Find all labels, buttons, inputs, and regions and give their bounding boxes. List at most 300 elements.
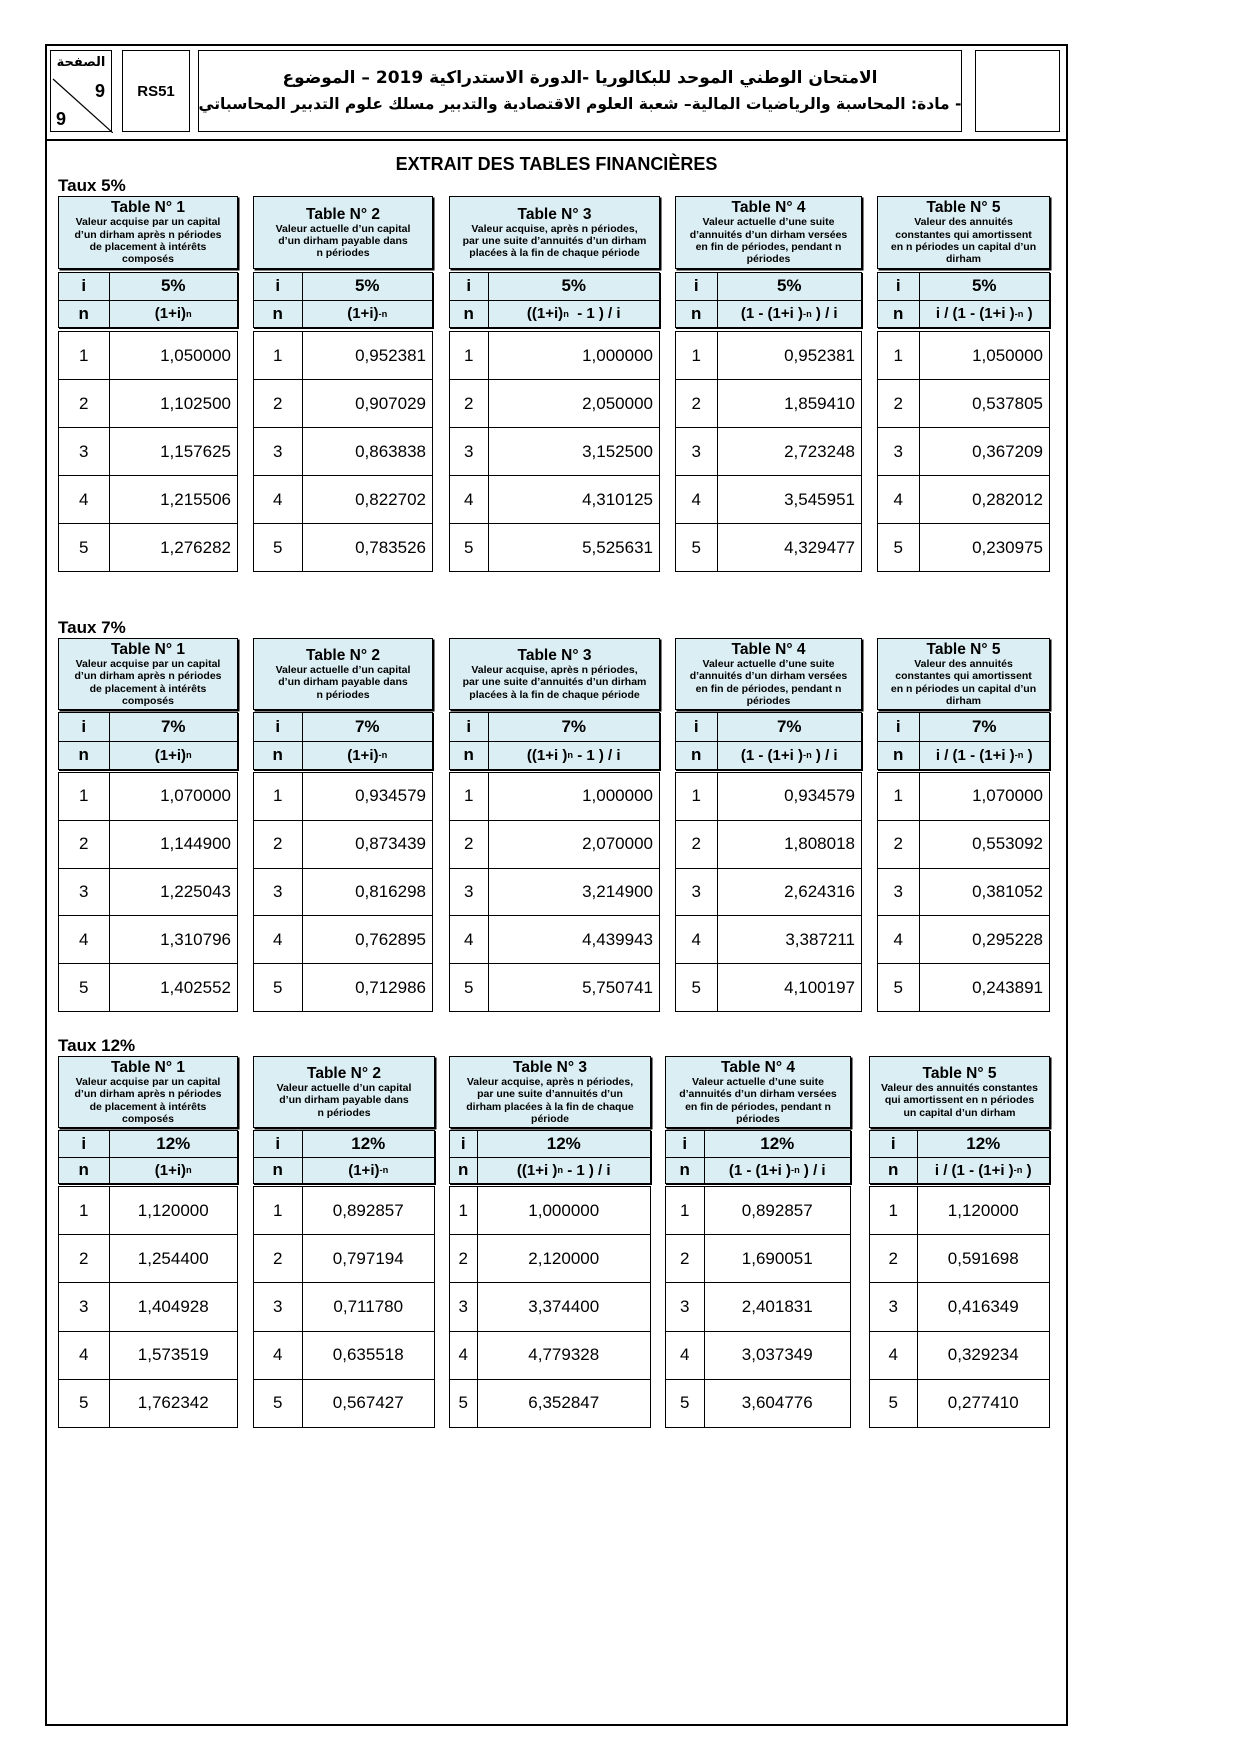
table-description-line: par une suite d’annuités d’un bbox=[477, 1088, 623, 1101]
value-cell: 3,037349 bbox=[741, 1345, 813, 1365]
data-row bbox=[254, 524, 432, 571]
n-label: n bbox=[676, 301, 718, 328]
table-description-line: d’annuités d’un dirham versées bbox=[679, 1088, 837, 1101]
data-row bbox=[878, 869, 1049, 917]
table-description-line: dirham bbox=[945, 694, 981, 707]
rate-value: 5% bbox=[561, 276, 587, 296]
formula-tail: ) / i bbox=[799, 1161, 826, 1179]
value-cell: 1,144900 bbox=[160, 834, 231, 854]
table-description-line: d’annuités d’un dirham versées bbox=[689, 228, 848, 241]
table-description-line: Valeur actuelle d’un capital bbox=[275, 222, 411, 235]
table-header bbox=[58, 196, 238, 269]
period-cell: 4 bbox=[59, 476, 110, 523]
period-cell: 5 bbox=[59, 964, 110, 1011]
data-row bbox=[666, 1332, 850, 1380]
formula-base: (1+i) bbox=[154, 746, 187, 764]
table-description-line: Valeur acquise, après n périodes, bbox=[471, 222, 638, 235]
rate-row bbox=[254, 713, 432, 742]
taux-label: Taux 7% bbox=[58, 618, 126, 637]
data-row bbox=[870, 1380, 1049, 1427]
formula-row bbox=[450, 742, 659, 770]
value-cell: 1,404928 bbox=[137, 1297, 209, 1316]
data-row bbox=[59, 916, 237, 964]
table-description-line: Valeur actuelle d’une suite bbox=[692, 1075, 824, 1088]
data-row bbox=[676, 821, 861, 869]
table-description-line: périodes bbox=[746, 694, 791, 707]
data-row bbox=[59, 524, 237, 571]
period-cell: 4 bbox=[450, 1332, 478, 1379]
formula-row bbox=[676, 301, 861, 328]
page-number-box bbox=[50, 50, 112, 132]
data-row bbox=[59, 821, 237, 869]
table-description-line: d’un dirham après n périodes bbox=[74, 1088, 222, 1101]
table-body bbox=[675, 772, 862, 1012]
period-cell: 4 bbox=[254, 476, 303, 523]
value-cell: 0,863838 bbox=[355, 441, 426, 461]
n-label: n bbox=[254, 1158, 303, 1184]
value-cell: 0,567427 bbox=[332, 1393, 404, 1413]
table-title: Table N° 1 bbox=[111, 640, 185, 658]
n-label: n bbox=[450, 301, 489, 328]
table-description-line: constantes qui amortissent bbox=[895, 228, 1032, 241]
table-title: Table N° 1 bbox=[111, 1058, 185, 1076]
data-row bbox=[676, 869, 861, 917]
table-header bbox=[253, 638, 433, 710]
data-row bbox=[59, 773, 237, 821]
table-body bbox=[58, 331, 238, 572]
data-row bbox=[450, 1187, 650, 1235]
rate-value: 7% bbox=[561, 716, 587, 736]
table-header bbox=[58, 638, 238, 710]
table-header bbox=[869, 1056, 1050, 1128]
period-cell: 1 bbox=[450, 773, 489, 820]
formula-base: (1+i) bbox=[347, 746, 379, 764]
rate-formula-header bbox=[449, 712, 660, 770]
data-row bbox=[878, 380, 1049, 428]
rate-row bbox=[666, 1131, 850, 1158]
rate-formula-header bbox=[58, 1130, 238, 1184]
period-cell: 3 bbox=[450, 1283, 478, 1330]
data-row bbox=[254, 821, 432, 869]
formula: ((1+i ) n - 1 ) / i bbox=[526, 746, 621, 764]
formula-base: (1 - (1+i ) bbox=[740, 746, 803, 764]
value-cell: 1,102500 bbox=[160, 393, 231, 413]
data-row bbox=[254, 1380, 434, 1427]
formula-row bbox=[254, 1158, 434, 1184]
i-label: i bbox=[450, 713, 489, 741]
period-cell: 5 bbox=[676, 524, 718, 571]
rate-value: 7% bbox=[354, 716, 380, 736]
period-cell: 4 bbox=[450, 476, 489, 523]
rate-row bbox=[676, 273, 861, 301]
i-label: i bbox=[59, 273, 110, 300]
table-description-line: d’un dirham payable dans bbox=[278, 234, 408, 247]
table-header bbox=[449, 638, 660, 710]
data-row bbox=[450, 476, 659, 524]
value-cell: 2,401831 bbox=[741, 1297, 813, 1316]
table-body bbox=[665, 1186, 851, 1428]
table-description-line: en fin de périodes, pendant n bbox=[695, 682, 842, 695]
period-cell: 4 bbox=[59, 916, 110, 963]
period-cell: 3 bbox=[878, 869, 920, 916]
formula: (1+i) -n bbox=[348, 1161, 389, 1179]
i-label: i bbox=[254, 1131, 303, 1157]
table-description-line: Valeur acquise par un capital bbox=[75, 1075, 221, 1088]
formula-tail: ) bbox=[1023, 305, 1033, 323]
table-header bbox=[675, 638, 862, 710]
value-cell: 1,215506 bbox=[160, 489, 231, 509]
formula-base: (1+i) bbox=[154, 305, 187, 323]
value-cell: 0,892857 bbox=[741, 1200, 813, 1220]
data-row bbox=[254, 332, 432, 380]
value-cell: 0,816298 bbox=[355, 881, 426, 901]
table-description-line: n périodes bbox=[317, 1106, 371, 1119]
value-cell: 3,374400 bbox=[528, 1297, 600, 1316]
table-header bbox=[253, 196, 433, 269]
period-cell: 1 bbox=[676, 332, 718, 379]
data-row bbox=[59, 964, 237, 1011]
rate-row bbox=[870, 1131, 1049, 1158]
data-row bbox=[878, 476, 1049, 524]
period-cell: 1 bbox=[59, 332, 110, 379]
value-cell: 1,310796 bbox=[160, 929, 231, 949]
table-body bbox=[869, 1186, 1050, 1428]
period-cell: 4 bbox=[450, 916, 489, 963]
n-label: n bbox=[254, 742, 303, 770]
table-title: Table N° 5 bbox=[926, 199, 1001, 217]
n-label: n bbox=[870, 1158, 918, 1184]
value-cell: 1,762342 bbox=[137, 1393, 209, 1413]
period-cell: 3 bbox=[59, 1283, 110, 1330]
data-row bbox=[676, 332, 861, 380]
period-cell: 1 bbox=[254, 773, 303, 820]
formula-base: ((1+i ) bbox=[516, 1161, 558, 1179]
formula-row bbox=[676, 742, 861, 770]
data-row bbox=[666, 1380, 850, 1427]
data-row bbox=[59, 428, 237, 476]
formula-tail: - 1 ) / i bbox=[563, 1161, 611, 1179]
value-cell: 2,050000 bbox=[582, 393, 653, 413]
table-description-line: Valeur actuelle d’une suite bbox=[702, 216, 835, 229]
table-description-line: placées à la fin de chaque période bbox=[469, 247, 640, 260]
table-description-line: Valeur actuelle d’une suite bbox=[702, 657, 835, 670]
data-row bbox=[254, 869, 432, 917]
formula-row bbox=[450, 1158, 650, 1184]
table-description-line: constantes qui amortissent bbox=[895, 670, 1032, 683]
value-cell: 0,329234 bbox=[947, 1345, 1019, 1365]
period-cell: 3 bbox=[59, 428, 110, 475]
formula-row bbox=[870, 1158, 1049, 1184]
formula-row bbox=[59, 1158, 237, 1184]
formula-base: i / (1 - (1+i ) bbox=[935, 746, 1015, 764]
period-cell: 4 bbox=[878, 476, 920, 523]
table-title: Table N° 3 bbox=[517, 205, 592, 223]
i-label: i bbox=[878, 273, 920, 300]
formula: i / (1 - (1+i ) -n ) bbox=[935, 746, 1033, 764]
table-header bbox=[449, 196, 660, 269]
data-row bbox=[676, 380, 861, 428]
period-cell: 3 bbox=[450, 428, 489, 475]
i-label: i bbox=[676, 273, 718, 300]
table-description-line: d’un dirham après n périodes bbox=[74, 228, 222, 241]
data-row bbox=[450, 380, 659, 428]
formula: (1 - (1+i ) -n ) / i bbox=[728, 1161, 826, 1179]
value-cell: 0,243891 bbox=[972, 977, 1043, 997]
period-cell: 3 bbox=[676, 869, 718, 916]
value-cell: 5,525631 bbox=[582, 537, 653, 557]
data-row bbox=[59, 869, 237, 917]
period-cell: 2 bbox=[878, 821, 920, 868]
table-body bbox=[877, 772, 1050, 1012]
data-row bbox=[878, 428, 1049, 476]
table-body bbox=[253, 772, 433, 1012]
table-header bbox=[665, 1056, 851, 1128]
value-cell: 0,381052 bbox=[972, 881, 1043, 901]
value-cell: 1,225043 bbox=[160, 881, 231, 901]
value-cell: 0,277410 bbox=[947, 1393, 1019, 1413]
data-row bbox=[450, 869, 659, 917]
data-row bbox=[676, 916, 861, 964]
table-title: Table N° 3 bbox=[517, 647, 592, 665]
formula-base: (1+i) bbox=[154, 1161, 187, 1179]
period-cell: 2 bbox=[254, 380, 303, 427]
data-row bbox=[676, 428, 861, 476]
i-label: i bbox=[666, 1131, 705, 1157]
data-row bbox=[878, 524, 1049, 571]
data-row bbox=[59, 476, 237, 524]
period-cell: 5 bbox=[450, 524, 489, 571]
table-description-line: d’un dirham payable dans bbox=[278, 676, 408, 689]
exam-title-line1: الامتحان الوطني الموحد للبكالوريا -الدورة الاستدراكية 2019 – الموضوع bbox=[282, 68, 878, 88]
rate-row bbox=[254, 1131, 434, 1158]
value-cell: 3,152500 bbox=[582, 441, 653, 461]
value-cell: 3,214900 bbox=[582, 881, 653, 901]
formula: ((1+i ) n - 1 ) / i bbox=[516, 1161, 611, 1179]
value-cell: 1,402552 bbox=[160, 977, 231, 997]
value-cell: 3,387211 bbox=[785, 929, 855, 949]
period-cell: 5 bbox=[676, 964, 718, 1011]
period-cell: 5 bbox=[254, 1380, 303, 1427]
rate-row bbox=[450, 1131, 650, 1158]
table-description-line: périodes bbox=[746, 253, 791, 266]
table-description-line: de placement à intérêts bbox=[89, 1100, 207, 1113]
formula-base: ((1+i ) bbox=[526, 746, 568, 764]
formula-row bbox=[666, 1158, 850, 1184]
header-divider bbox=[45, 139, 1068, 141]
period-cell: 3 bbox=[450, 869, 489, 916]
page-label: الصفحة bbox=[56, 55, 106, 70]
value-cell: 0,873439 bbox=[355, 834, 426, 854]
data-row bbox=[666, 1235, 850, 1283]
data-row bbox=[254, 916, 432, 964]
data-row bbox=[878, 964, 1049, 1011]
period-cell: 5 bbox=[59, 1380, 110, 1427]
table-description-line: en fin de périodes, pendant n bbox=[695, 241, 842, 253]
period-cell: 5 bbox=[254, 964, 303, 1011]
value-cell: 3,545951 bbox=[784, 489, 855, 509]
data-row bbox=[59, 1235, 237, 1283]
period-cell: 1 bbox=[59, 773, 110, 820]
data-row bbox=[676, 476, 861, 524]
data-row bbox=[254, 476, 432, 524]
period-cell: 2 bbox=[676, 380, 718, 427]
value-cell: 0,537805 bbox=[972, 393, 1043, 413]
table-title: Table N° 3 bbox=[513, 1058, 587, 1076]
value-cell: 1,120000 bbox=[137, 1200, 209, 1220]
rate-row bbox=[59, 713, 237, 742]
rate-formula-header bbox=[877, 272, 1050, 328]
table-description-line: un capital d’un dirham bbox=[903, 1106, 1016, 1119]
page-total: 9 bbox=[56, 109, 67, 129]
table-title: Table N° 5 bbox=[922, 1065, 997, 1083]
rate-row bbox=[878, 713, 1049, 742]
value-cell: 1,000000 bbox=[582, 786, 653, 806]
formula: (1+i) n bbox=[154, 746, 192, 764]
rate-row bbox=[676, 713, 861, 742]
formula-base: i / (1 - (1+i ) bbox=[934, 1161, 1014, 1179]
table-description-line: d’annuités d’un dirham versées bbox=[689, 670, 848, 683]
formula-tail: ) bbox=[1023, 746, 1033, 764]
data-row bbox=[254, 428, 432, 476]
rate-value: 5% bbox=[354, 276, 380, 296]
exam-title-line2: - مادة: المحاسبة والرياضيات المالية– شعبة العلوم الاقتصادية والتدبير مسلك علوم التدبير المحاسباتي bbox=[198, 95, 962, 113]
table-body bbox=[675, 331, 862, 572]
subject-code-box bbox=[122, 50, 190, 132]
period-cell: 5 bbox=[666, 1380, 705, 1427]
i-label: i bbox=[450, 273, 489, 300]
period-cell: 2 bbox=[59, 1235, 110, 1282]
period-cell: 1 bbox=[870, 1187, 918, 1234]
data-row bbox=[450, 916, 659, 964]
data-row bbox=[450, 428, 659, 476]
table-description-line: n périodes bbox=[316, 247, 370, 260]
value-cell: 5,750741 bbox=[582, 977, 653, 997]
period-cell: 1 bbox=[254, 1187, 303, 1234]
value-cell: 2,723248 bbox=[784, 441, 855, 461]
value-cell: 2,120000 bbox=[528, 1248, 600, 1268]
period-cell: 1 bbox=[878, 332, 920, 379]
value-cell: 1,276282 bbox=[160, 537, 231, 557]
i-label: i bbox=[870, 1131, 918, 1157]
rate-formula-header bbox=[253, 1130, 435, 1184]
formula: (1+i) n bbox=[154, 305, 192, 323]
n-label: n bbox=[666, 1158, 705, 1184]
data-row bbox=[450, 1283, 650, 1331]
period-cell: 1 bbox=[450, 332, 489, 379]
data-row bbox=[59, 1283, 237, 1331]
formula-row bbox=[450, 301, 659, 328]
i-label: i bbox=[676, 713, 718, 741]
n-label: n bbox=[254, 301, 303, 328]
i-label: i bbox=[450, 1131, 478, 1157]
rate-formula-header bbox=[675, 712, 862, 770]
table-description-line: périodes bbox=[736, 1112, 780, 1125]
period-cell: 4 bbox=[666, 1332, 705, 1379]
formula-base: (1 - (1+i ) bbox=[740, 305, 803, 323]
formula: i / (1 - (1+i ) -n ) bbox=[935, 305, 1033, 323]
value-cell: 4,329477 bbox=[784, 537, 855, 557]
period-cell: 2 bbox=[254, 821, 303, 868]
period-cell: 5 bbox=[870, 1380, 918, 1427]
data-row bbox=[59, 380, 237, 428]
value-cell: 1,859410 bbox=[784, 393, 855, 413]
period-cell: 3 bbox=[878, 428, 920, 475]
period-cell: 3 bbox=[676, 428, 718, 475]
period-cell: 5 bbox=[878, 524, 920, 571]
rate-formula-header bbox=[449, 272, 660, 328]
i-label: i bbox=[878, 713, 920, 741]
data-row bbox=[878, 916, 1049, 964]
table-title: Table N° 4 bbox=[721, 1058, 795, 1076]
period-cell: 3 bbox=[254, 428, 303, 475]
period-cell: 4 bbox=[878, 916, 920, 963]
period-cell: 1 bbox=[254, 332, 303, 379]
period-cell: 5 bbox=[254, 524, 303, 571]
value-cell: 1,050000 bbox=[972, 345, 1043, 365]
period-cell: 5 bbox=[59, 524, 110, 571]
data-row bbox=[450, 1235, 650, 1283]
period-cell: 1 bbox=[676, 773, 718, 820]
n-label: n bbox=[59, 301, 110, 328]
value-cell: 0,952381 bbox=[784, 345, 855, 365]
data-row bbox=[450, 332, 659, 380]
table-body bbox=[449, 1186, 651, 1428]
rate-row bbox=[450, 713, 659, 742]
data-row bbox=[59, 1380, 237, 1427]
rate-formula-header bbox=[449, 1130, 651, 1184]
rate-value: 12% bbox=[351, 1133, 386, 1153]
table-description-line: en n périodes un capital d’un bbox=[890, 241, 1037, 253]
value-cell: 0,952381 bbox=[355, 345, 426, 365]
table-title: Table N° 4 bbox=[731, 199, 806, 217]
rate-value: 5% bbox=[160, 276, 186, 296]
i-label: i bbox=[59, 1131, 110, 1157]
data-row bbox=[676, 964, 861, 1011]
value-cell: 0,553092 bbox=[972, 834, 1043, 854]
rate-row bbox=[254, 273, 432, 301]
formula: (1+i) -n bbox=[347, 746, 388, 764]
n-label: n bbox=[450, 742, 489, 770]
value-cell: 0,822702 bbox=[355, 489, 426, 509]
value-cell: 0,712986 bbox=[355, 977, 426, 997]
page-current: 9 bbox=[94, 81, 105, 101]
table-header bbox=[877, 196, 1050, 269]
table-description-line: composés bbox=[122, 253, 174, 266]
table-description-line: période bbox=[531, 1112, 569, 1125]
data-row bbox=[450, 1332, 650, 1380]
table-description-line: dirham placées à la fin de chaque bbox=[466, 1100, 634, 1113]
n-label: n bbox=[878, 742, 920, 770]
data-row bbox=[254, 380, 432, 428]
period-cell: 4 bbox=[676, 476, 718, 523]
table-description-line: Valeur acquise, après n périodes, bbox=[471, 664, 638, 677]
taux-label: Taux 12% bbox=[58, 1036, 136, 1055]
exam-title-box bbox=[198, 50, 962, 132]
period-cell: 2 bbox=[254, 1235, 303, 1282]
data-row bbox=[878, 332, 1049, 380]
value-cell: 0,892857 bbox=[332, 1200, 404, 1220]
period-cell: 3 bbox=[254, 1283, 303, 1330]
period-cell: 2 bbox=[676, 821, 718, 868]
value-cell: 4,100197 bbox=[784, 977, 855, 997]
data-row bbox=[676, 524, 861, 571]
period-cell: 4 bbox=[59, 1332, 110, 1379]
table-description-line: d’un dirham payable dans bbox=[279, 1094, 409, 1107]
data-row bbox=[870, 1235, 1049, 1283]
table-description-line: en fin de périodes, pendant n bbox=[685, 1100, 831, 1113]
data-row bbox=[450, 821, 659, 869]
value-cell: 0,230975 bbox=[972, 537, 1043, 557]
